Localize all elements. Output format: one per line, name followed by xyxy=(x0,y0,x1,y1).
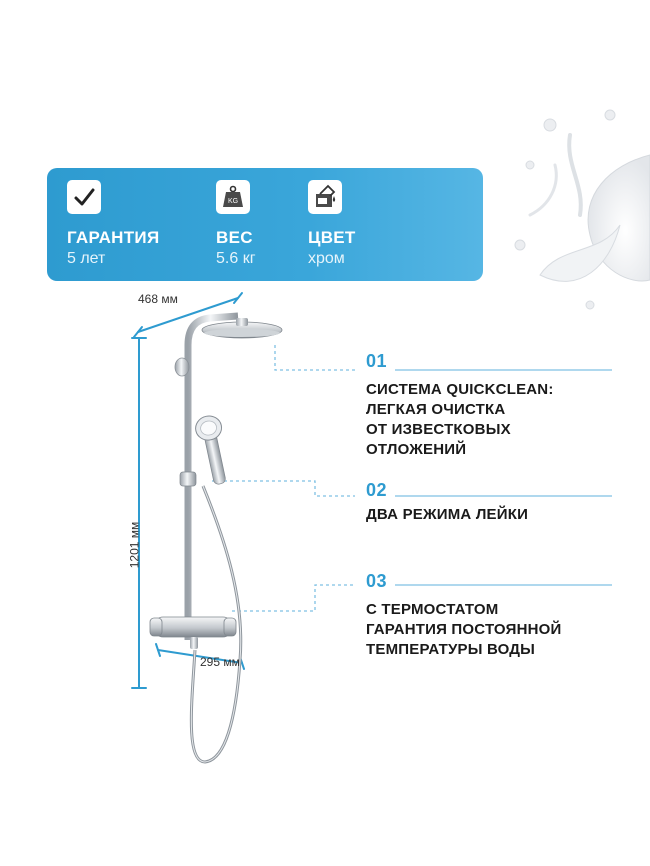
feature-value: 5 лет xyxy=(67,250,106,267)
callout-line: ГАРАНТИЯ ПОСТОЯННОЙ xyxy=(366,621,562,638)
callout-number: 02 xyxy=(366,480,388,500)
shower-column xyxy=(150,316,282,762)
weight-icon-label: KG xyxy=(227,198,239,205)
callout-description xyxy=(366,380,554,460)
callout-description xyxy=(366,505,528,525)
callout-number: 03 xyxy=(366,571,388,591)
feature-value: хром xyxy=(308,250,345,267)
callout-description xyxy=(366,600,562,660)
callout-line: ОТ ИЗВЕСТКОВЫХ xyxy=(366,421,511,438)
callout-line: ДВА РЕЖИМА ЛЕЙКИ xyxy=(366,506,529,523)
feature-title: ГАРАНТИЯ xyxy=(67,228,160,247)
callout-line: СИСТЕМА QUICKCLEAN: xyxy=(366,381,554,398)
feature-value: 5.6 кг xyxy=(216,250,256,267)
callout-line: ОТЛОЖЕНИЙ xyxy=(366,441,467,458)
callout-connectors xyxy=(212,345,355,611)
callout-number: 01 xyxy=(366,351,388,371)
callout-line: ТЕМПЕРАТУРЫ ВОДЫ xyxy=(366,641,536,658)
callout-line: С ТЕРМОСТАТОМ xyxy=(366,601,499,618)
feature-title: ВЕС xyxy=(216,228,253,247)
dimension-width-top: 468 мм xyxy=(138,292,178,306)
callout-line: ЛЕГКАЯ ОЧИСТКА xyxy=(366,401,506,418)
feature-title: ЦВЕТ xyxy=(308,228,356,247)
dimension-height: 1201 мм xyxy=(127,521,142,569)
dimension-width-bottom: 295 мм xyxy=(200,655,240,669)
